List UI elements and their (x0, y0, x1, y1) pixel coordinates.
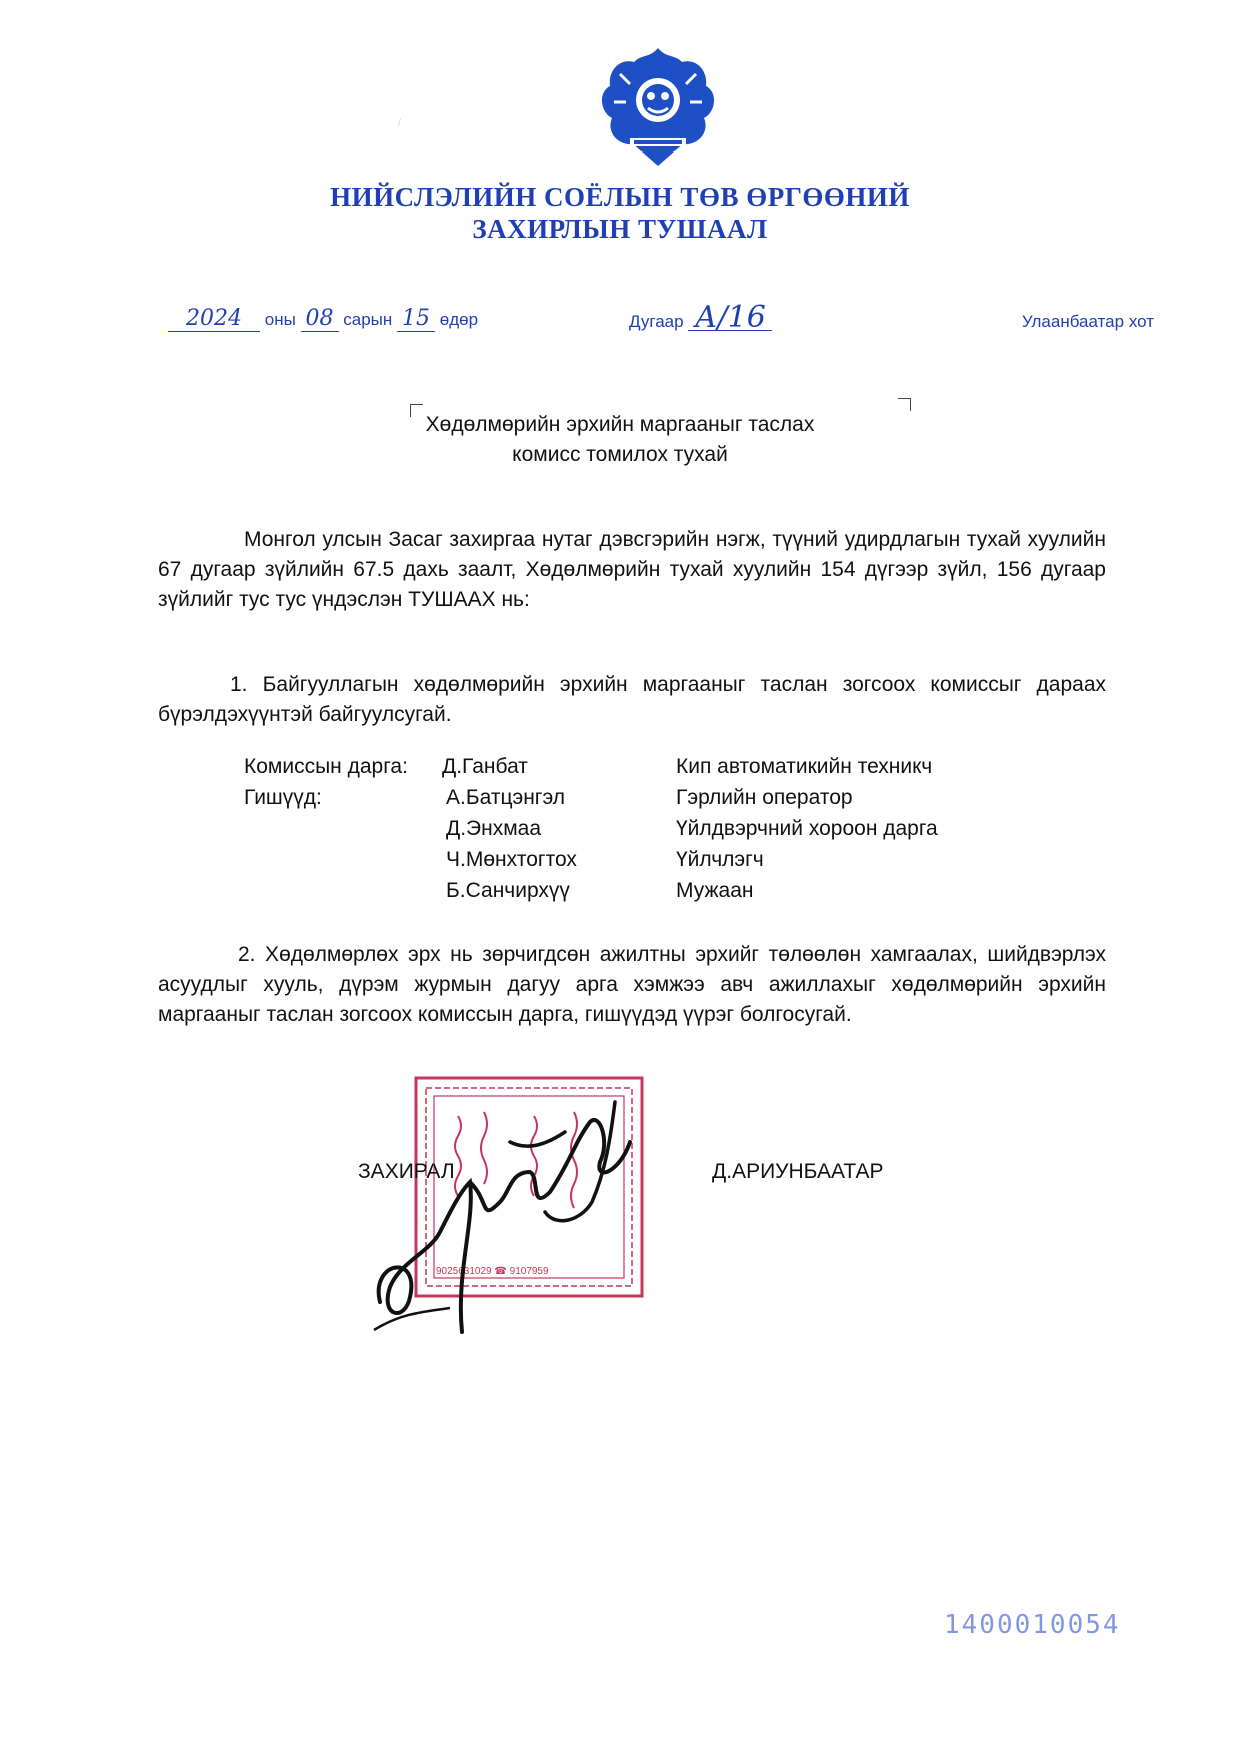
member-position: Үйлчлэгч (676, 848, 764, 871)
member-name: Б.Санчирхүү (446, 879, 570, 902)
member-name: Ч.Мөнхтогтох (446, 848, 577, 871)
member-name: Д.Ганбат (442, 755, 528, 778)
date-year: 2024 (168, 306, 260, 332)
chair-label: Комиссын дарга: (244, 755, 408, 778)
order-number: А/16 (688, 306, 772, 331)
member-name: Д.Энхмаа (446, 817, 542, 840)
decision-item-2: 2. Хөдөлмөрлөх эрх нь зөрчигдсөн ажилтны эрхийг төлөөлөн хамгаалах, шийдвэрлэх асуудлыг хууль, дүрэм журмын дагуу арга хэмжээ авч ажиллахыг хөдөлмөрийн эрхийн маргааныг таслан зогсоох комиссын дарга, гишүүдэд үүрэг болгосугай. (158, 943, 1106, 1026)
signatory-name: Д.АРИУНБААТАР (712, 1160, 884, 1183)
document-title-line2: ЗАХИРЛЫН ТУШААЛ (472, 214, 768, 244)
document-title-line1: НИЙСЛЭЛИЙН СОЁЛЫН ТӨВ ӨРГӨӨНИЙ (330, 182, 910, 212)
subject-line1: Хөдөлмөрийн эрхийн маргааныг таслах (425, 413, 815, 436)
date-day-suffix: өдөр (439, 310, 479, 329)
handwritten-signature (360, 1082, 650, 1362)
member-position: Кип автоматикийн техникч (676, 755, 933, 778)
date-line (168, 306, 478, 332)
date-day: 15 (397, 306, 435, 332)
order-number-line (629, 300, 772, 335)
subject-line2: комисс томилох тухай (512, 443, 728, 466)
date-year-suffix: оны (264, 310, 296, 329)
decision-item-1: 1. Байгууллагын хөдөлмөрийн эрхийн маргааныг таслан зогсоох комиссыг дараах бүрэлдэхүүнтэй байгуулсугай. (158, 673, 1106, 726)
member-position: Үйлдвэрчний хороон дарга (676, 817, 938, 840)
serial-number: 1400010054 (944, 1610, 1121, 1640)
scan-mark: / (398, 118, 401, 129)
members-label: Гишүүд: (244, 786, 322, 809)
member-position: Мужаан (676, 879, 754, 902)
date-month: 08 (301, 306, 339, 332)
stamp-number: 9025631029 ☎ 9107959 (436, 1266, 549, 1277)
order-number-label: Дугаар (629, 312, 684, 331)
member-name: А.Батцэнгэл (446, 786, 565, 809)
state-emblem-icon (590, 44, 726, 168)
preamble-paragraph: Монгол улсын Засаг захиргаа нутаг дэвсгэрийн нэгж, түүний удирдлагын тухай хуулийн 67 дугаар зүйлийн 67.5 дахь заалт, Хөдөлмөрийн тухай хуулийн 154 дүгээр зүйл, 156 дугаар зүйлийг тус тус үндэслэн ТУШААХ нь: (158, 528, 1106, 611)
signatory-title: ЗАХИРАЛ (358, 1160, 455, 1183)
city-label: Улаанбаатар хот (1021, 312, 1154, 331)
date-month-suffix: сарын (343, 310, 393, 329)
member-position: Гэрлийн оператор (676, 786, 853, 809)
